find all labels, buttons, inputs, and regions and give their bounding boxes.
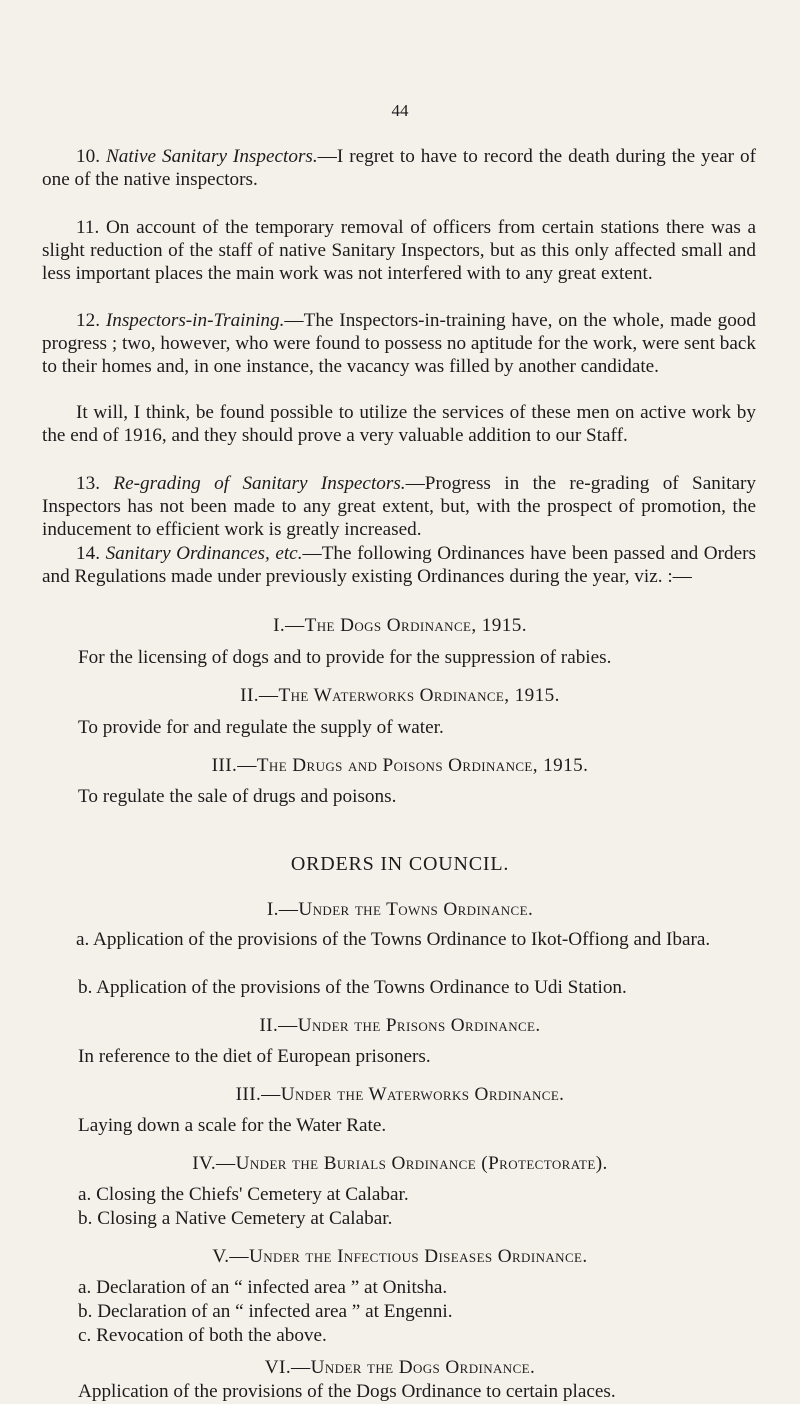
order-item: b. Application of the provisions of the Towns Ordinance to Udi Station.	[78, 977, 627, 998]
order-item: In reference to the diet of European prisoners.	[78, 1046, 431, 1067]
paragraph-text: —Progress in the re-grading of Sanitary Inspectors has not been made to any great extent, but, with the prospect of promotion, the inducement to efficient work is greatly increased.	[42, 473, 757, 540]
order-item: a. Declaration of an “ infected area ” at Onitsha.	[78, 1277, 448, 1298]
paragraph-14	[42, 542, 756, 588]
order-heading: II.—Under the Prisons Ordinance.	[259, 1015, 541, 1036]
orders-in-council-heading: ORDERS IN COUNCIL.	[290, 853, 510, 875]
order-item: Laying down a scale for the Water Rate.	[78, 1115, 387, 1136]
paragraph-number: 12.	[76, 310, 100, 331]
paragraph-number: 11.	[76, 217, 100, 238]
ordinance-heading: I.—The Dogs Ordinance, 1915.	[273, 615, 527, 636]
paragraph-13	[42, 472, 756, 541]
paragraph-number: 10.	[76, 146, 100, 167]
paragraph-text: —I regret to have to record the death during the year of one of the native inspectors.	[42, 146, 756, 190]
ordinance-description: To regulate the sale of drugs and poisons.	[78, 786, 397, 807]
paragraph-text: —The Inspectors-in-training have, on the whole, made good progress ; two, however, who were found to possess no aptitude for the work, were sent back to their homes and, in one instance, the vacancy was filled by another candidate.	[42, 310, 756, 377]
paragraph-number: 13.	[76, 473, 100, 494]
paragraph-12	[42, 309, 756, 378]
order-heading: V.—Under the Infectious Diseases Ordinance.	[212, 1246, 588, 1267]
order-item: a. Application of the provisions of the Towns Ordinance to Ikot-Offiong and Ibara.	[76, 929, 711, 950]
order-heading: III.—Under the Waterworks Ordinance.	[235, 1084, 565, 1105]
order-heading: IV.—Under the Burials Ordinance (Protectorate).	[192, 1153, 608, 1174]
order-item: b. Closing a Native Cemetery at Calabar.	[78, 1208, 393, 1229]
order-heading: VI.—Under the Dogs Ordinance.	[264, 1357, 536, 1378]
order-item: c. Revocation of both the above.	[78, 1325, 327, 1346]
paragraph-12-continued	[42, 401, 756, 447]
order-item: a. Closing the Chiefs' Cemetery at Calabar.	[78, 1184, 409, 1205]
paragraph-number: 14.	[76, 543, 100, 564]
paragraph-title: Sanitary Ordinances, etc.	[105, 543, 303, 564]
paragraph-title: Re-grading of Sanitary Inspectors.	[113, 473, 406, 494]
paragraph-11	[42, 216, 756, 285]
order-heading: I.—Under the Towns Ordinance.	[266, 899, 534, 920]
paragraph-title: Native Sanitary Inspectors.	[105, 146, 318, 167]
page-number: 44	[391, 101, 409, 120]
paragraph-text: —The following Ordinances have been passed and Orders and Regulations made under previously existing Ordinances during the year, viz. :—	[42, 543, 756, 587]
paragraph-10	[42, 145, 756, 191]
ordinance-description: To provide for and regulate the supply of water.	[78, 717, 444, 738]
order-item: b. Declaration of an “ infected area ” at Engenni.	[78, 1301, 453, 1322]
ordinance-heading: III.—The Drugs and Poisons Ordinance, 1915.	[211, 755, 589, 776]
paragraph-title: Inspectors-in-Training.	[105, 310, 285, 331]
paragraph-text: On account of the temporary removal of officers from certain stations there was a slight reduction of the staff of native Sanitary Inspectors, but as this only affected small and less important places the main work was not interfered with to any great extent.	[42, 217, 756, 284]
ordinance-heading: II.—The Waterworks Ordinance, 1915.	[240, 685, 560, 706]
paragraph-text: It will, I think, be found possible to utilize the services of these men on active work by the end of 1916, and they should prove a very valuable addition to our Staff.	[42, 402, 756, 446]
ordinance-description: For the licensing of dogs and to provide for the suppression of rabies.	[78, 647, 612, 668]
order-item: Application of the provisions of the Dogs Ordinance to certain places.	[78, 1381, 616, 1402]
